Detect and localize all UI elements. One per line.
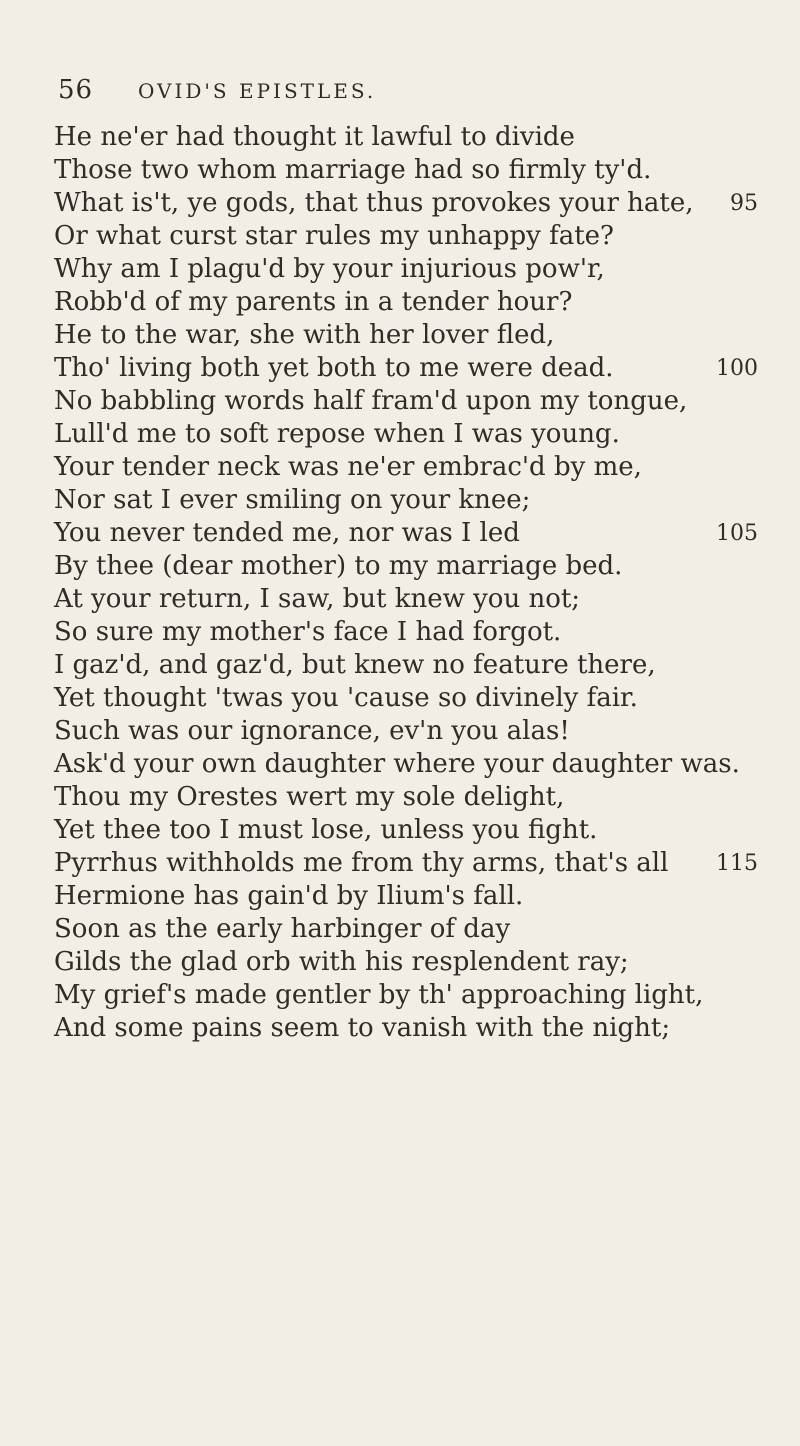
- poem-line-text: By thee (dear mother) to my marriage bed.: [54, 551, 623, 581]
- poem-line: [54, 418, 758, 451]
- poem-line: [54, 748, 758, 781]
- poem-line-text: Why am I plagu'd by your injurious pow'r,: [54, 254, 605, 284]
- poem-line: [54, 946, 758, 979]
- poem-line: [54, 781, 758, 814]
- poem-line-text: Tho' living both yet both to me were dead.: [54, 353, 614, 383]
- poem-line: [54, 649, 758, 682]
- poem-line: [54, 286, 758, 319]
- poem-line-text: Pyrrhus withholds me from thy arms, that's all: [54, 848, 669, 878]
- poem-line: [54, 880, 758, 913]
- poem-line: [54, 319, 758, 352]
- poem-line-text: Lull'd me to soft repose when I was young.: [54, 419, 620, 449]
- poem-line: [54, 583, 758, 616]
- poem-line-text: And some pains seem to vanish with the night;: [54, 1013, 671, 1043]
- poem-line-text: So sure my mother's face I had forgot.: [54, 617, 562, 647]
- poem-line-text: I gaz'd, and gaz'd, but knew no feature there,: [54, 650, 656, 680]
- poem-line: [54, 220, 758, 253]
- poem-line-text: Yet thee too I must lose, unless you fight.: [54, 815, 598, 845]
- running-head: OVID'S EPISTLES.: [138, 79, 377, 103]
- poem-line-text: Soon as the early harbinger of day: [54, 914, 511, 944]
- poem-line: [54, 847, 758, 880]
- poem-line: [54, 352, 758, 385]
- poem-line-text: You never tended me, nor was I led: [54, 518, 520, 548]
- line-number: 95: [730, 191, 758, 216]
- poem-line-text: At your return, I saw, but knew you not;: [54, 584, 581, 614]
- poem-line-text: He to the war, she with her lover fled,: [54, 320, 555, 350]
- poem-line-text: What is't, ye gods, that thus provokes your hate,: [54, 188, 694, 218]
- poem-line: [54, 1012, 758, 1045]
- poem-line-text: Ask'd your own daughter where your daughter was.: [54, 749, 740, 779]
- poem-line: [54, 913, 758, 946]
- poem-line: [54, 814, 758, 847]
- line-number: 105: [716, 521, 758, 546]
- poem-line-text: Such was our ignorance, ev'n you alas!: [54, 716, 570, 746]
- poem-line: [54, 154, 758, 187]
- poem-line: [54, 715, 758, 748]
- poem-line-text: Robb'd of my parents in a tender hour?: [54, 287, 573, 317]
- poem-line: [54, 550, 758, 583]
- poem-line: [54, 451, 758, 484]
- poem-line: [54, 121, 758, 154]
- poem-line-text: Your tender neck was ne'er embrac'd by me,: [54, 452, 642, 482]
- poem-line-text: Hermione has gain'd by Ilium's fall.: [54, 881, 524, 911]
- poem-line-text: Those two whom marriage had so firmly ty'd.: [54, 155, 652, 185]
- page-header: [58, 75, 758, 115]
- poem-line: [54, 979, 758, 1012]
- poem-line-text: My grief's made gentler by th' approaching light,: [54, 980, 704, 1010]
- poem-line: [54, 517, 758, 550]
- poem-line: [54, 616, 758, 649]
- line-number: 100: [716, 356, 758, 381]
- poem-line-text: He ne'er had thought it lawful to divide: [54, 122, 575, 152]
- poem-line-text: Nor sat I ever smiling on your knee;: [54, 485, 531, 515]
- poem-line: [54, 484, 758, 517]
- poem-line: [54, 682, 758, 715]
- poem-line-text: No babbling words half fram'd upon my tongue,: [54, 386, 688, 416]
- poem-line-text: Gilds the glad orb with his resplendent ray;: [54, 947, 629, 977]
- poem-line-text: Yet thought 'twas you 'cause so divinely fair.: [54, 683, 638, 713]
- poem-text: [54, 121, 758, 1045]
- poem-line-text: Or what curst star rules my unhappy fate?: [54, 221, 614, 251]
- poem-line: [54, 187, 758, 220]
- poem-line-text: Thou my Orestes wert my sole delight,: [54, 782, 565, 812]
- line-number: 115: [716, 851, 758, 876]
- page-number: 56: [58, 75, 94, 105]
- poem-line: [54, 385, 758, 418]
- poem-line: [54, 253, 758, 286]
